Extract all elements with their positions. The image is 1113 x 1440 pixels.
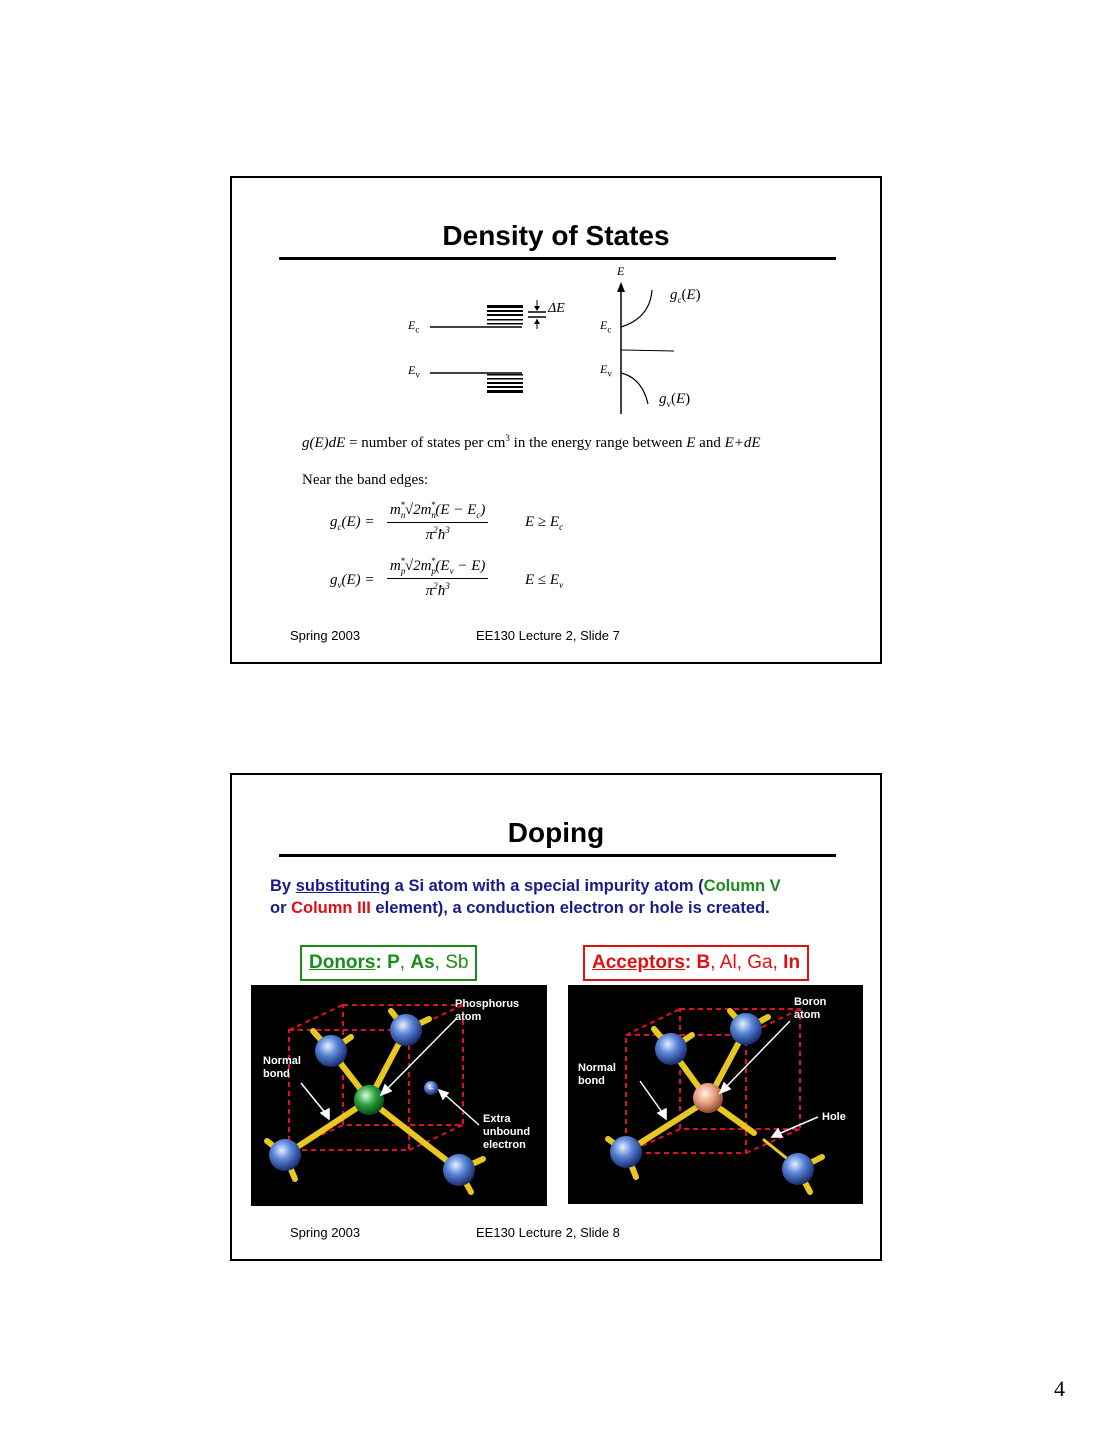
boron-label-2: atom — [794, 1009, 821, 1021]
ev-label: $E_v$ — [408, 363, 420, 380]
donor-lattice-image — [251, 985, 547, 1206]
density-definition: g(E)dE = number of states per $cm^3$ in the energy range between E and E+dE — [302, 433, 761, 451]
slide-density-of-states — [230, 176, 882, 664]
boron-label-1: Boron — [794, 996, 827, 1008]
gv-equation-fraction: $\frac{m_p^*√2m_p^*(E_v - E)}{\pi^2ħ^3}$ — [387, 556, 488, 600]
gc-equation-lhs: $g_c(E)$ = — [330, 514, 375, 532]
slide-title: Density of States — [442, 220, 670, 251]
gc-condition: $E \ge E_c$ — [525, 514, 564, 532]
hole-label: Hole — [822, 1111, 846, 1123]
footer-date: Spring 2003 — [290, 628, 361, 643]
phosphorus-label-2: atom — [455, 1011, 482, 1023]
normal-bond-label-2: bond — [263, 1068, 290, 1080]
donors-box: Donors: P, As, Sb — [300, 945, 477, 981]
footer-slide-id: EE130 Lecture 2, Slide 8 — [476, 1225, 620, 1240]
electron-sign: − — [428, 1084, 434, 1095]
gv-curve-label: $g_v(E)$ — [659, 391, 691, 409]
gv-equation-lhs: $g_v(E)$ = — [330, 572, 375, 590]
ec-label: $E_c$ — [408, 318, 420, 335]
title-rule — [279, 854, 836, 857]
e-axis-label: E — [617, 264, 625, 278]
phosphorus-label-1: Phosphorus — [455, 998, 520, 1010]
near-band-edges-text: Near the band edges: — [302, 472, 429, 488]
extra-electron-label-2: unbound — [483, 1126, 531, 1138]
normal-bond-label-1: Normal — [578, 1062, 616, 1074]
acceptor-lattice-image — [568, 985, 863, 1204]
extra-electron-label-3: electron — [483, 1139, 526, 1151]
gv-condition: $E \le E_v$ — [525, 572, 564, 590]
extra-electron-label-1: Extra — [483, 1113, 511, 1125]
doping-intro-text: By substituting a Si atom with a special impurity atom (Column V or Column III element), a conduction electron or hole is created. — [270, 877, 781, 917]
acceptors-box: Acceptors: B, Al, Ga, In — [583, 945, 809, 981]
footer-date: Spring 2003 — [290, 1225, 361, 1240]
gc-equation-fraction: $\frac{m_n^*√2m_n^*(E - E_c)}{\pi^2ħ^3}$ — [387, 500, 488, 544]
normal-bond-label-2: bond — [578, 1075, 605, 1087]
normal-bond-label-1: Normal — [263, 1055, 301, 1067]
ec-axis-label: $E_c$ — [600, 318, 612, 335]
slide-doping — [230, 773, 882, 1261]
page-number: 4 — [1054, 1376, 1065, 1401]
gc-curve-label: $g_c(E)$ — [670, 287, 701, 305]
delta-e-label: ΔE — [548, 301, 565, 316]
slide-title: Doping — [507, 817, 605, 848]
footer-slide-id: EE130 Lecture 2, Slide 7 — [476, 628, 620, 643]
ev-axis-label: $E_v$ — [600, 362, 612, 379]
